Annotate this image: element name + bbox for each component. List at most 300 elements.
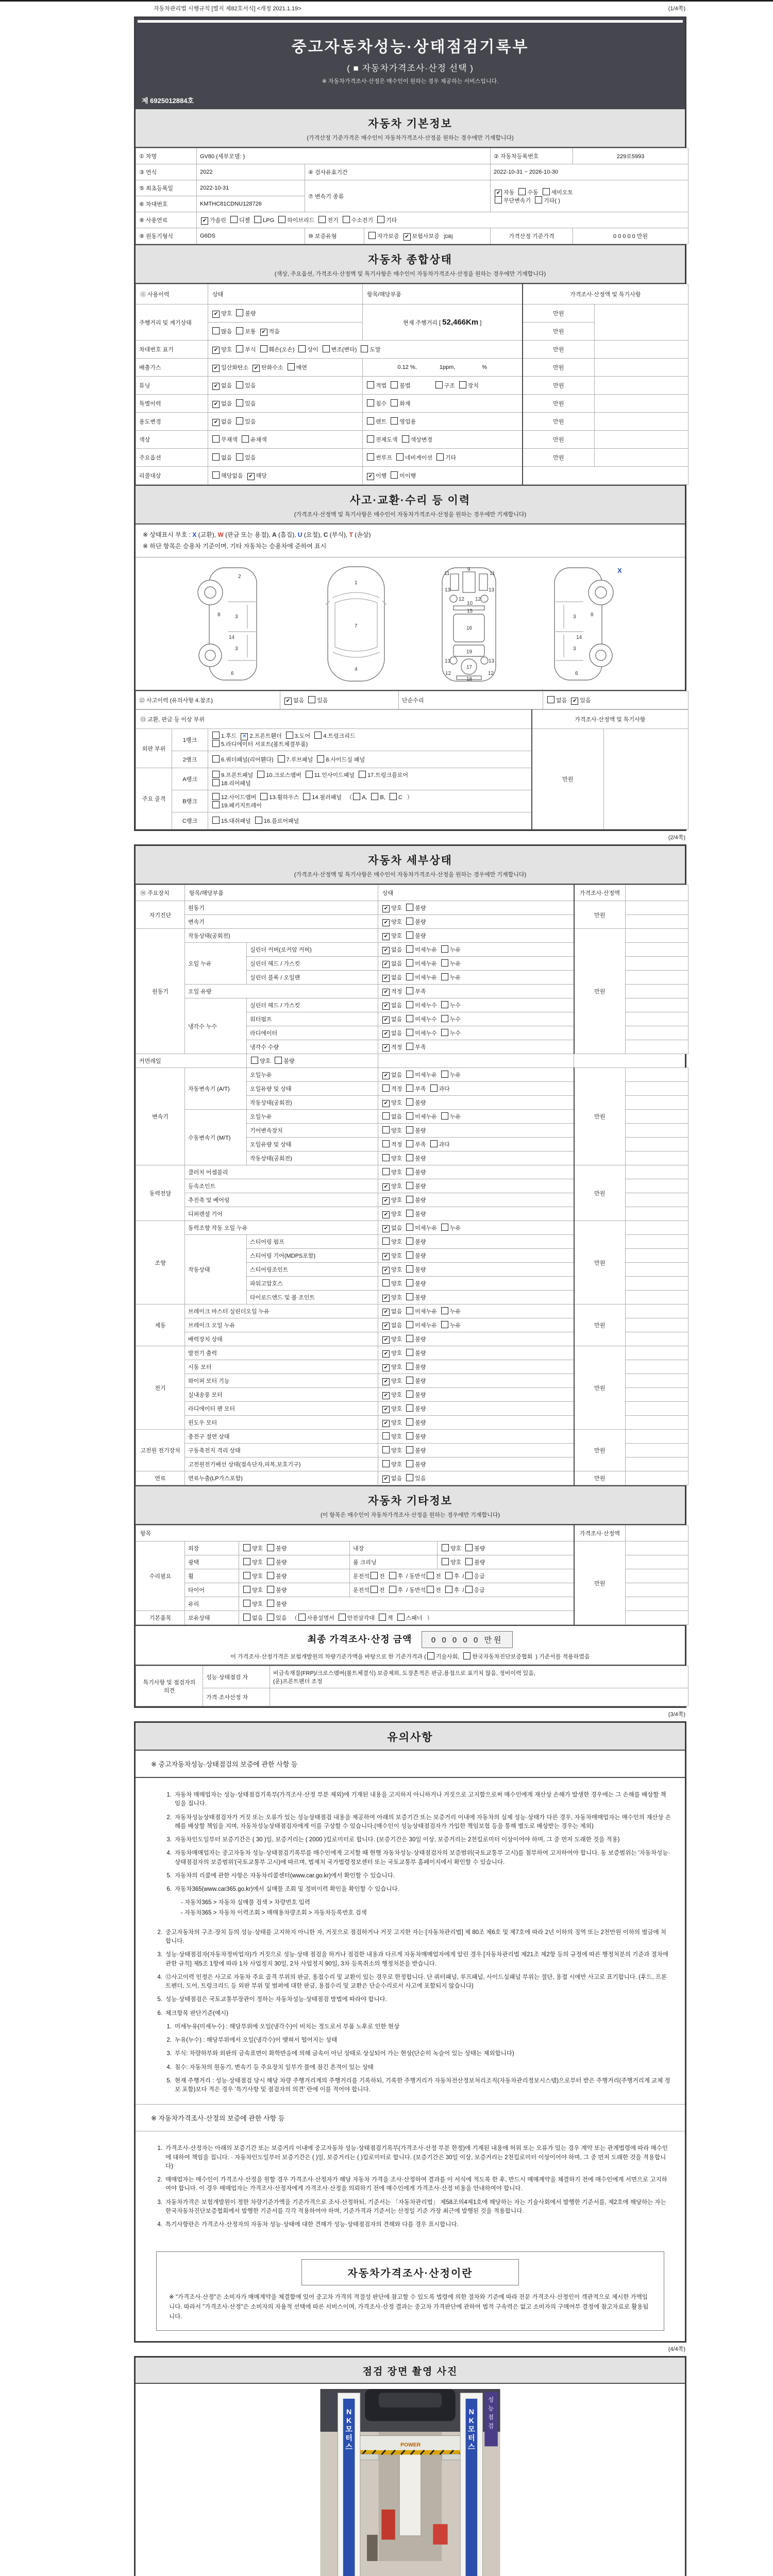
checkbox[interactable] [243,1558,250,1565]
checkbox[interactable]: ✔ [247,473,255,480]
checkbox[interactable]: ✔ [382,1406,390,1413]
checkbox[interactable] [406,1432,413,1439]
checkbox[interactable] [389,1586,396,1593]
checkbox-label: 불량 [276,1587,287,1594]
checkbox-label: 스패너 [406,1615,423,1622]
checkbox[interactable] [267,1614,274,1621]
checkbox[interactable] [267,1586,274,1593]
checkbox[interactable] [406,1460,413,1467]
checkbox[interactable]: ✔ [367,473,374,480]
checkbox[interactable] [212,471,220,479]
checkbox[interactable] [318,216,326,223]
checkbox[interactable] [406,1029,413,1036]
checkbox[interactable] [430,1084,438,1092]
checkbox-label: 10.크로스멤버 [266,772,301,779]
checkbox[interactable] [406,1224,413,1231]
checkbox[interactable]: ✔ [382,1267,390,1274]
checkbox[interactable] [406,1363,413,1370]
checkbox[interactable] [518,188,526,195]
checkbox[interactable] [427,1572,434,1579]
checkbox[interactable] [382,1238,390,1245]
checkbox[interactable] [243,1600,250,1607]
checkbox[interactable] [441,1307,448,1314]
checkbox[interactable] [441,959,448,967]
checkbox[interactable]: ✔ [382,1003,390,1010]
svg-text:12: 12 [445,671,451,677]
checkbox[interactable] [406,973,413,980]
checkbox[interactable] [382,1154,390,1161]
checkbox[interactable] [257,771,264,778]
checkbox[interactable] [406,1279,413,1286]
checkbox-label: 전체도색 [376,437,398,443]
checkbox[interactable] [441,1071,448,1078]
checkbox[interactable] [406,1112,413,1120]
checkbox[interactable]: ✔ [382,961,390,968]
checkbox[interactable] [353,793,360,800]
section-title: 자동차 종합상태 [368,254,452,266]
cell [208,751,532,768]
checkbox[interactable] [436,453,444,461]
checkbox-label: 양호 [252,1546,263,1552]
checkbox[interactable] [212,453,220,461]
checkbox-label: 없음 [391,961,402,968]
checkbox[interactable]: ✔ [284,698,292,705]
cell [595,359,688,377]
checkbox[interactable] [406,1335,413,1342]
cell: 0.12 %, 1ppm, % [363,359,523,377]
checkbox[interactable] [212,801,220,808]
checkbox[interactable] [212,793,220,800]
cell: 브레이크 마스터 실린더오일 누유 [185,1304,378,1318]
checkbox[interactable] [441,1001,448,1008]
checkbox[interactable] [212,755,220,762]
svg-text:12: 12 [488,671,494,677]
accident-history-row [136,691,688,709]
checkbox[interactable]: ✔ [382,1323,390,1330]
checkbox[interactable] [397,1614,405,1621]
checkbox[interactable] [495,196,502,204]
checkbox[interactable] [406,1418,413,1426]
checkbox[interactable] [230,216,238,223]
checkbox[interactable] [278,755,285,762]
checkbox[interactable] [427,1652,434,1659]
checkbox[interactable] [236,309,243,316]
cell: 와이퍼 모터 기능 [185,1374,378,1388]
cell [378,1249,574,1263]
checkbox[interactable] [465,1586,473,1593]
checkbox-label: 적정 [391,989,402,995]
checkbox[interactable] [382,1432,390,1439]
page-top-rule [0,0,773,2]
checkbox[interactable] [212,732,220,739]
checkbox[interactable] [391,381,398,388]
checkbox[interactable] [406,1238,413,1245]
checkbox[interactable]: ✔ [382,905,390,912]
checkbox[interactable] [406,1140,413,1147]
checkbox[interactable]: ✔ [495,190,502,197]
checkbox[interactable] [382,1140,390,1147]
checkbox[interactable] [288,363,295,370]
checkbox[interactable] [406,1154,413,1161]
checkbox-label: 사용설명서 [307,1615,334,1622]
checkbox[interactable] [441,945,448,953]
checkbox[interactable] [406,1265,413,1273]
checkbox[interactable] [359,771,366,778]
checkbox[interactable]: ✔ [382,1100,390,1107]
checkbox-label: 불량 [415,1378,426,1385]
cell [378,1096,574,1110]
checkbox[interactable] [406,1182,413,1189]
cell [378,1165,574,1179]
checkbox[interactable] [406,1126,413,1133]
checkbox-label: 양호 [391,1239,402,1246]
checkbox[interactable] [406,1391,413,1398]
checkbox[interactable] [543,188,550,195]
checkbox-label: 불량 [415,1253,426,1260]
cell: 외판 부위 [136,729,172,768]
checkbox[interactable]: ✔ [404,233,411,241]
checkbox[interactable] [278,216,285,223]
photo-sign-block [134,2356,686,2576]
checkbox[interactable] [406,918,413,925]
checkbox[interactable]: ✔ [201,217,208,225]
checkbox[interactable]: ✔ [382,1183,390,1191]
svg-text:13: 13 [489,587,495,594]
cell [378,1416,574,1430]
cell: 보유상태 [185,1611,239,1625]
checkbox[interactable]: ✔ [382,1295,390,1302]
checkbox-label: 누유 [449,961,461,968]
checkbox[interactable]: ✔ [212,365,220,372]
svg-text:13: 13 [445,658,451,665]
checkbox[interactable] [391,399,398,406]
checkbox[interactable] [435,381,443,388]
final-price-note: 이 가격조사·산정가격은 보험개발원의 차량기준가액을 바탕으로 한 기준가격과 ( 기술사회, 한국자동차진단보증협회 ) 기준서를 적용하였음 [136,1652,685,1660]
checkbox[interactable]: ✔ [382,1197,390,1205]
checkbox[interactable]: ✔ [212,311,220,318]
cell: 실내송풍 모터 [185,1388,378,1402]
checkbox[interactable]: ✕ [241,733,248,740]
checkbox-label: 11.인사이드패널 [314,772,355,779]
checkbox[interactable] [314,732,322,739]
checkbox[interactable]: ✔ [382,1030,390,1038]
checkbox[interactable] [406,959,413,967]
checkbox[interactable]: ✔ [382,989,390,996]
checkbox[interactable] [406,1446,413,1453]
checkbox[interactable] [441,1224,448,1231]
checkbox[interactable]: ✔ [382,1309,390,1316]
checkbox[interactable] [406,1196,413,1203]
checkbox[interactable] [371,1572,378,1579]
checkbox-label: 변조(변타) [331,347,357,353]
checkbox[interactable] [406,1098,413,1106]
checkbox[interactable] [236,453,243,461]
checkbox[interactable]: ✔ [382,975,390,982]
checkbox-label: 양호 [391,1267,402,1274]
checkbox[interactable] [298,345,306,352]
checkbox[interactable] [441,973,448,980]
checkbox[interactable] [382,1279,390,1286]
cell: 냉각수 수량 [247,1040,378,1054]
checkbox[interactable] [459,381,466,388]
checkbox[interactable] [308,696,315,703]
checkbox[interactable] [367,399,374,406]
checkbox[interactable]: ✔ [382,933,390,940]
checkbox[interactable] [368,232,376,239]
checkbox[interactable]: ✔ [382,947,390,954]
checkbox[interactable] [445,1586,452,1593]
checkbox[interactable] [377,216,384,223]
cell: ⑥ 차대번호 [136,196,197,212]
checkbox[interactable] [236,417,243,425]
checkbox[interactable] [267,1600,274,1607]
checkbox[interactable] [406,1210,413,1217]
checkbox[interactable] [382,1112,390,1120]
checkbox[interactable] [406,931,413,939]
cell [626,1165,688,1179]
checkbox[interactable]: ✔ [382,1420,390,1427]
checkbox[interactable] [382,1446,390,1453]
cell: 만원 [532,729,604,829]
checkbox[interactable] [260,345,267,352]
checkbox[interactable] [406,1168,413,1175]
checkbox[interactable]: ✔ [212,401,220,408]
checkbox[interactable] [323,345,330,352]
checkbox[interactable] [371,1586,378,1593]
checkbox[interactable] [465,1544,473,1551]
checkbox[interactable]: ✔ [212,347,220,354]
checkbox[interactable]: ✔ [253,365,260,372]
checkbox[interactable]: ✔ [571,698,578,705]
checkbox-label: A, [362,794,367,801]
checkbox[interactable] [406,1307,413,1314]
checkbox-label: 없음 [391,1072,402,1079]
checkbox[interactable]: ✔ [382,1044,390,1052]
checkbox-label: 구조 [444,383,455,389]
checkbox[interactable] [298,1614,306,1621]
checkbox[interactable] [441,1321,448,1328]
checkbox[interactable]: ✔ [382,919,390,926]
cell [378,998,574,1012]
checkbox[interactable] [382,1168,390,1175]
checkbox[interactable] [465,1572,473,1579]
cell: 오일 누유 [185,943,247,985]
checkbox-label: 14.필러패널 [312,794,342,801]
checkbox[interactable] [427,1586,434,1593]
checkbox[interactable] [212,817,220,824]
checkbox-label: 누유 [449,1072,461,1079]
checkbox[interactable] [339,1614,346,1621]
checkbox[interactable] [242,435,249,443]
checkbox[interactable]: ✔ [382,1253,390,1260]
cell [280,691,399,709]
checkbox-label: 불량 [245,311,256,317]
checkbox[interactable] [463,1652,470,1659]
cell [626,1444,688,1458]
cell [595,413,688,431]
cell: 제동 [136,1304,185,1346]
cell [378,1346,574,1360]
checkbox[interactable] [406,1043,413,1050]
checkbox[interactable] [371,793,378,800]
checkbox[interactable] [406,1377,413,1384]
checkbox[interactable] [406,987,413,994]
checkbox[interactable] [406,904,413,911]
checkbox[interactable] [406,1404,413,1412]
svg-text:11: 11 [490,571,495,577]
checkbox[interactable] [243,1572,250,1579]
checkbox[interactable] [441,1112,448,1120]
checkbox[interactable] [406,1349,413,1356]
checkbox[interactable] [275,1057,282,1064]
checkbox[interactable] [535,196,542,204]
checkbox[interactable] [389,1572,396,1579]
checkbox-label: 불량 [415,1420,426,1427]
checkbox[interactable] [441,1015,448,1022]
checkbox[interactable]: ✔ [382,1016,390,1024]
checkbox[interactable] [406,1474,413,1481]
checkbox[interactable] [406,1321,413,1328]
checkbox-label: 자동 [503,189,515,196]
checkbox[interactable] [406,945,413,953]
definition-box-title: 자동차가격조사·산정이란 [301,2259,519,2285]
checkbox[interactable]: ✔ [382,1350,390,1358]
checkbox[interactable] [390,793,397,800]
checkbox[interactable] [367,435,374,443]
checkbox[interactable] [317,755,324,762]
checkbox[interactable] [254,216,261,223]
checkbox[interactable] [255,817,262,824]
cell: 오일누유 [247,1068,378,1082]
checkbox[interactable] [391,417,398,425]
checkbox[interactable] [236,327,243,334]
checkbox[interactable] [343,216,350,223]
checkbox[interactable] [367,453,374,461]
cell: 고전원전기배선 상태(접속단자,피복,보호기구) [185,1458,378,1471]
cell: 특기사항 및 점검자의 의견 [136,1666,203,1706]
checkbox[interactable] [361,345,368,352]
checkbox[interactable] [260,793,267,800]
checkbox[interactable] [391,471,398,479]
cell: ⑬ 교환, 판금 등 이상 부위 [136,710,532,729]
checkbox[interactable] [243,1614,250,1621]
checkbox[interactable] [236,399,243,406]
checkbox[interactable] [251,1057,258,1064]
checkbox[interactable] [212,327,220,334]
cell: 변속기 [136,1068,185,1165]
cell [208,449,363,467]
diagram-underbody-view [442,567,496,682]
notice-item: 6. 체크항목 판단기준(예시) [157,2010,228,2016]
checkbox[interactable] [406,1084,413,1092]
checkbox[interactable] [442,1558,449,1565]
section-subtitle: (색상, 주요옵션, 가격조사·산정액 및 특기사항은 매수인이 자동차가격조사·산정을 원하는 경우에만 기재합니다) [274,271,546,277]
checkbox[interactable]: ✔ [382,1225,390,1232]
checkbox[interactable]: ✔ [382,1211,390,1218]
exchange-x-mark: X [617,567,622,575]
checkbox[interactable] [406,1293,413,1300]
cell [626,1068,688,1082]
checkbox[interactable] [382,1084,390,1092]
checkbox-label: 없음 [391,1114,402,1121]
notice-list-2 [136,1928,685,2105]
checkbox[interactable] [236,345,243,352]
checkbox[interactable] [267,1558,274,1565]
checkbox[interactable] [402,435,409,443]
cell: 주요옵션 [136,449,208,467]
cell [378,901,574,915]
checkbox[interactable] [430,1140,438,1147]
checkbox[interactable] [306,771,313,778]
checkbox[interactable] [303,793,310,800]
checkbox[interactable] [445,1572,452,1579]
cell: ③ 연식 [136,164,197,180]
checkbox[interactable] [367,417,374,425]
checkbox[interactable] [267,1572,274,1579]
checkbox[interactable] [236,381,243,388]
checkbox[interactable]: ✔ [260,329,267,336]
checkbox-label: 수소전기 [351,217,374,224]
checkbox[interactable] [441,1029,448,1036]
checkbox[interactable] [243,1586,250,1593]
checkbox[interactable] [379,1614,386,1621]
checkbox[interactable] [286,732,293,739]
cell: 가격조사·산정액 및 특기사항 [532,710,688,729]
cell: 만원 [523,449,595,467]
checkbox[interactable]: ✔ [382,1476,390,1483]
checkbox[interactable] [243,1544,250,1551]
svg-text:1: 1 [355,580,358,586]
checkbox[interactable] [367,381,374,388]
checkbox-label: 가솔린 [210,217,226,224]
checkbox[interactable] [406,1251,413,1259]
cell: 브레이크 오일 누유 [185,1318,378,1332]
cell [239,1555,350,1569]
checkbox[interactable] [212,779,220,786]
checkbox[interactable] [382,1460,390,1467]
checkbox[interactable] [267,1544,274,1551]
cell: 12.사이드멤버 13.휠하우스 14.필러패널 （ A, B, C ） 19.패키지트레이 [208,790,532,812]
cell: 수동변속기 (M/T) [185,1110,247,1165]
checkbox[interactable]: ✔ [382,1364,390,1371]
cell [363,449,523,467]
checkbox[interactable] [442,1544,449,1551]
checkbox[interactable]: ✔ [212,383,220,390]
checkbox[interactable] [212,771,220,778]
checkbox[interactable] [382,1126,390,1133]
checkbox[interactable]: ✔ [382,1378,390,1385]
checkbox-label: 훼손(오손) [268,347,295,353]
checkbox[interactable] [396,453,404,461]
checkbox[interactable] [465,1558,473,1565]
checkbox[interactable]: ✔ [382,1336,390,1344]
checkbox[interactable] [406,1071,413,1078]
checkbox[interactable]: ✔ [212,419,220,426]
cell [378,1054,574,1068]
checkbox[interactable] [547,696,554,703]
section-title: 점검 장면 촬영 사진 [362,2366,458,2378]
svg-text:16: 16 [466,625,473,632]
checkbox[interactable] [406,1015,413,1022]
checkbox[interactable]: ✔ [382,1072,390,1079]
checkbox[interactable] [406,1001,413,1008]
checkbox[interactable]: ✔ [382,1392,390,1399]
checkbox[interactable] [212,435,220,443]
cell [378,1458,574,1471]
cell [595,449,688,467]
checkbox[interactable] [212,740,220,747]
checkbox-label: 해당 [256,473,267,479]
